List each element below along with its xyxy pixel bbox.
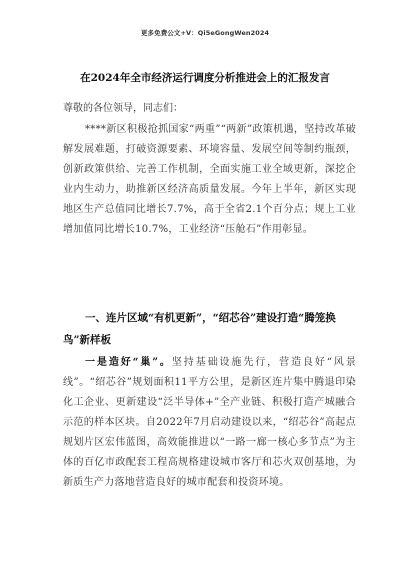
document-title: 在2024年全市经济运行调度分析推进会上的汇报发言 <box>80 72 330 84</box>
paragraph-lead: 一是造好“巢”。 <box>85 357 172 368</box>
paragraph-section-1 <box>63 353 356 493</box>
paragraph-intro: ****新区积极抢抓国家“两重”“两新”政策机遇，坚持改革破解发展难题，打破资源要素、环境容量、发展空间等制约瓶颈，创新政策供给、完善工作机制，全面实施工业全域更新，深挖企业内生动力，助推新区经济高质量发展。今年上半年，新区实现地区生产总值同比增长7.7%，高于全省2.1个百分点；规上工业增加值同比增长10.7%，工业经济“压舱石”作用彰显。 <box>63 124 356 235</box>
section-heading-1: 一、连片区域“有机更新”，“绍芯谷”建设打造“腾笼换鸟”新样板 <box>63 312 336 346</box>
salutation: 尊敬的各位领导，同志们： <box>63 103 183 114</box>
paragraph-body: 坚持基础设施先行，营造良好“风景线”。“绍芯谷”规划面积11平方公里，是新区连片集中腾退印染化工企业、更新建设“泛半导体+”全产业链、积极打造产城融合示范的样本区块。自2022年7月启动建设以来，“绍芯谷”高起点规划片区宏伟蓝图，高效能推进以“一路一廊一核心多节点”为主体的百亿市政配套工程高规格建设城市客厅和芯火双创基地，为新质生产力落地营造良好的城市配套和投资环境。 <box>63 357 356 488</box>
header-watermark: 更多免费公文+V：Qi5eGongWen2024 <box>140 29 270 37</box>
